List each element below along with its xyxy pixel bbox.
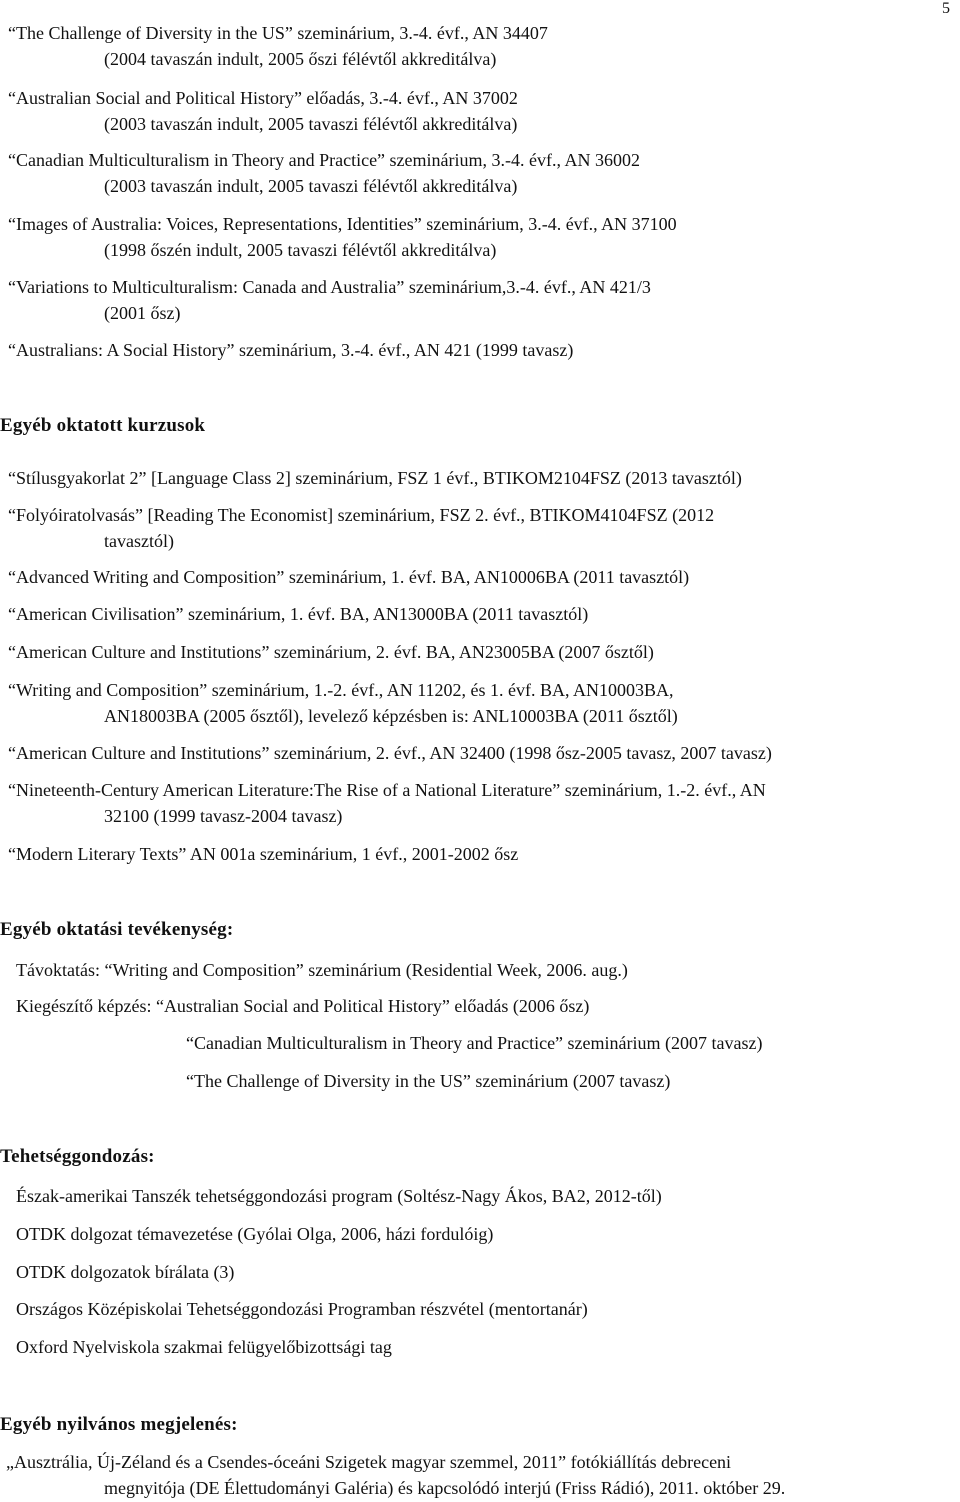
course-detail: tavasztól) [104, 531, 174, 551]
course-line: “Writing and Composition” szeminárium, 1.-2. évf., AN 11202, és 1. évf. BA, AN10003BA, [8, 680, 674, 700]
course-detail: (2001 ősz) [104, 303, 181, 323]
course-entry [8, 639, 956, 665]
supplementary-training-line: “The Challenge of Diversity in the US” szeminárium (2007 tavasz) [186, 1071, 671, 1091]
course-line: “Images of Australia: Voices, Representations, Identities” szeminárium, 3.-4. évf., AN 37100 [8, 214, 677, 234]
course-line: “American Culture and Institutions” szeminárium, 2. évf., AN 32400 (1998 ősz-2005 tavasz, 2007 tavasz) [8, 743, 772, 763]
course-line: “American Civilisation” szeminárium, 1. évf. BA, AN13000BA (2011 tavasztól) [8, 604, 589, 624]
course-line: “The Challenge of Diversity in the US” szeminárium, 3.-4. évf., AN 34407 [8, 23, 548, 43]
course-line: “Australians: A Social History” szeminárium, 3.-4. évf., AN 421 (1999 tavasz) [8, 340, 574, 360]
course-line: “Australian Social and Political History” előadás, 3.-4. évf., AN 37002 [8, 88, 518, 108]
course-line: “Modern Literary Texts” AN 001a szeminárium, 1 évf., 2001-2002 ősz [8, 844, 519, 864]
course-line: “Stílusgyakorlat 2” [Language Class 2] szeminárium, FSZ 1 évf., BTIKOM2104FSZ (2013 tavasztól) [8, 468, 742, 488]
course-entry [8, 841, 956, 867]
section-heading-talent: Tehetséggondozás: [0, 1146, 155, 1167]
course-entry [8, 337, 956, 363]
course-entry [8, 502, 956, 554]
course-entry [8, 677, 956, 729]
course-detail: (2003 tavaszán indult, 2005 tavaszi félévtől akkreditálva) [104, 114, 518, 134]
section-heading-other-teaching: Egyéb oktatási tevékenység: [0, 919, 234, 940]
distance-learning-line: Távoktatás: “Writing and Composition” szeminárium (Residential Week, 2006. aug.) [16, 960, 628, 980]
course-entry [8, 777, 956, 829]
course-line: “American Culture and Institutions” szeminárium, 2. évf. BA, AN23005BA (2007 ősztől) [8, 642, 654, 662]
public-appearance-line: „Ausztrália, Új-Zéland és a Csendes-óceáni Szigetek magyar szemmel, 2011” fotókiállítás debreceni [6, 1452, 732, 1472]
page-number: 5 [942, 0, 950, 17]
course-entry [8, 465, 956, 491]
course-entry [8, 85, 956, 137]
course-entry [8, 147, 956, 199]
course-detail: AN18003BA (2005 ősztől), levelező képzésben is: ANL10003BA (2011 ősztől) [104, 706, 678, 726]
course-line: “Folyóiratolvasás” [Reading The Economist] szeminárium, FSZ 2. évf., BTIKOM4104FSZ (2012 [8, 505, 715, 525]
talent-item: Országos Középiskolai Tehetséggondozási Programban részvétel (mentortanár) [16, 1299, 588, 1319]
course-line: “Advanced Writing and Composition” szeminárium, 1. évf. BA, AN10006BA (2011 tavasztól) [8, 567, 690, 587]
course-detail: 32100 (1999 tavasz-2004 tavasz) [104, 806, 343, 826]
course-entry [8, 274, 956, 326]
public-appearance-entry [6, 1449, 954, 1501]
talent-item: Észak-amerikai Tanszék tehetséggondozási program (Soltész-Nagy Ákos, BA2, 2012-től) [16, 1186, 662, 1206]
supplementary-training-line: “Canadian Multiculturalism in Theory and Practice” szeminárium (2007 tavasz) [186, 1033, 763, 1053]
course-line: “Canadian Multiculturalism in Theory and Practice” szeminárium, 3.-4. évf., AN 36002 [8, 150, 641, 170]
course-entry [8, 740, 956, 766]
course-detail: (2004 tavaszán indult, 2005 őszi félévtől akkreditálva) [104, 49, 497, 69]
talent-item: OTDK dolgozatok bírálata (3) [16, 1262, 235, 1282]
course-detail: (2003 tavaszán indult, 2005 tavaszi félévtől akkreditálva) [104, 176, 518, 196]
course-detail: (1998 őszén indult, 2005 tavaszi félévtől akkreditálva) [104, 240, 497, 260]
talent-item: Oxford Nyelviskola szakmai felügyelőbizottsági tag [16, 1337, 392, 1357]
supplementary-training-line: Kiegészítő képzés: “Australian Social and Political History” előadás (2006 ősz) [16, 996, 590, 1016]
section-heading-other-courses: Egyéb oktatott kurzusok [0, 415, 206, 436]
course-entry [8, 601, 956, 627]
course-entry [8, 211, 956, 263]
course-entry [8, 20, 956, 72]
talent-item: OTDK dolgozat témavezetése (Gyólai Olga, 2006, házi fordulóig) [16, 1224, 494, 1244]
course-line: “Variations to Multiculturalism: Canada and Australia” szeminárium,3.-4. évf., AN 421/3 [8, 277, 651, 297]
section-heading-public: Egyéb nyilvános megjelenés: [0, 1414, 238, 1435]
course-entry [8, 564, 956, 590]
public-appearance-detail: megnyitója (DE Élettudományi Galéria) és kapcsolódó interjú (Friss Rádió), 2011. október 29. [104, 1478, 786, 1498]
course-line: “Nineteenth-Century American Literature:The Rise of a National Literature” szeminárium, 1.-2. évf., AN [8, 780, 766, 800]
